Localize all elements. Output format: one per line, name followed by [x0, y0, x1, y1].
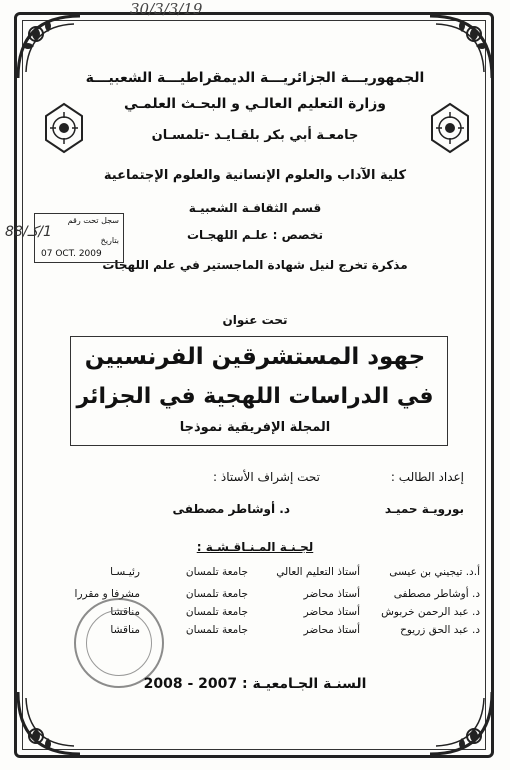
under-title-label: تحت عنوان — [222, 313, 288, 327]
member-name: د. أوشاطر مصطفى — [393, 588, 480, 600]
academic-year: السنـة الجـامعيـة : 2007 - 2008 — [143, 676, 367, 692]
member-university: جامعة تلمسان — [185, 588, 248, 600]
student-name: بورويـة حميـد — [384, 502, 464, 516]
ministry-line: وزارة التعليم العالـي و البحـث العلمـي — [124, 96, 386, 112]
member-role: مشرفا و مقررا — [74, 588, 140, 600]
stamp-label-registered: سجل تحت رقم — [67, 216, 119, 225]
member-name: د. عبد الحق زريوح — [400, 624, 480, 636]
member-role: رئيـسـا — [110, 566, 140, 578]
supervisor-label: تحت إشراف الأستاذ : — [213, 470, 320, 484]
stamp-reference: 1/كـ/88 — [5, 224, 52, 240]
republic-line: الجمهوريـــة الجزائريـــة الديمقراطيـــة الشعبيـــة — [85, 70, 425, 86]
committee-heading: لجـنـة المـنـاقـشـة : — [196, 540, 314, 554]
thesis-title-line-1: جهود المستشرقين الفرنسيين — [84, 344, 426, 370]
handwritten-reference: 30/3/3/19 — [130, 0, 203, 18]
member-rank: أستاذ محاضر — [303, 624, 360, 636]
member-university: جامعة تلمسان — [185, 624, 248, 636]
member-role: مناقشا — [110, 606, 140, 618]
member-rank: أستاذ محاضر — [303, 606, 360, 618]
stamp-label-date: بتاريخ — [100, 236, 119, 245]
stamp-date: 07 OCT. 2009 — [41, 249, 102, 259]
faculty-line: كلية الآداب والعلوم الإنسانية والعلوم الإجتماعية — [103, 168, 407, 183]
student-label: إعداد الطالب : — [390, 470, 464, 484]
member-name: د. عبد الرحمن خربوش — [381, 606, 480, 618]
member-university: جامعة تلمسان — [185, 606, 248, 618]
university-round-stamp-inner — [86, 610, 152, 676]
supervisor-name: د. أوشاطر مصطفى — [172, 502, 290, 516]
degree-line: مذكرة تخرج لنيل شهادة الماجستير في علم اللهجات — [102, 258, 408, 272]
member-name: أ.د. تيجيني بن عيسى — [389, 566, 480, 578]
member-role: مناقشا — [110, 624, 140, 636]
member-university: جامعة تلمسان — [185, 566, 248, 578]
ornament-corner-bottom-right-icon — [426, 688, 496, 758]
department-line: قسم الثقافـة الشعبيـة — [188, 201, 322, 215]
specialty-line: تخصص : علـم اللهجـات — [186, 228, 324, 242]
member-rank: أستاذ محاضر — [303, 588, 360, 600]
university-line: جامعـة أبي بكر بلقـايـد -تلمسـان — [151, 128, 359, 143]
ornament-corner-bottom-left-icon — [14, 688, 84, 758]
member-rank: أستاذ التعليم العالي — [276, 566, 360, 578]
thesis-subtitle: المجلة الإفريقية نموذجا — [179, 420, 331, 435]
registry-stamp — [5, 213, 124, 263]
thesis-title-line-2: في الدراسات اللهجية في الجزائر — [76, 384, 434, 409]
